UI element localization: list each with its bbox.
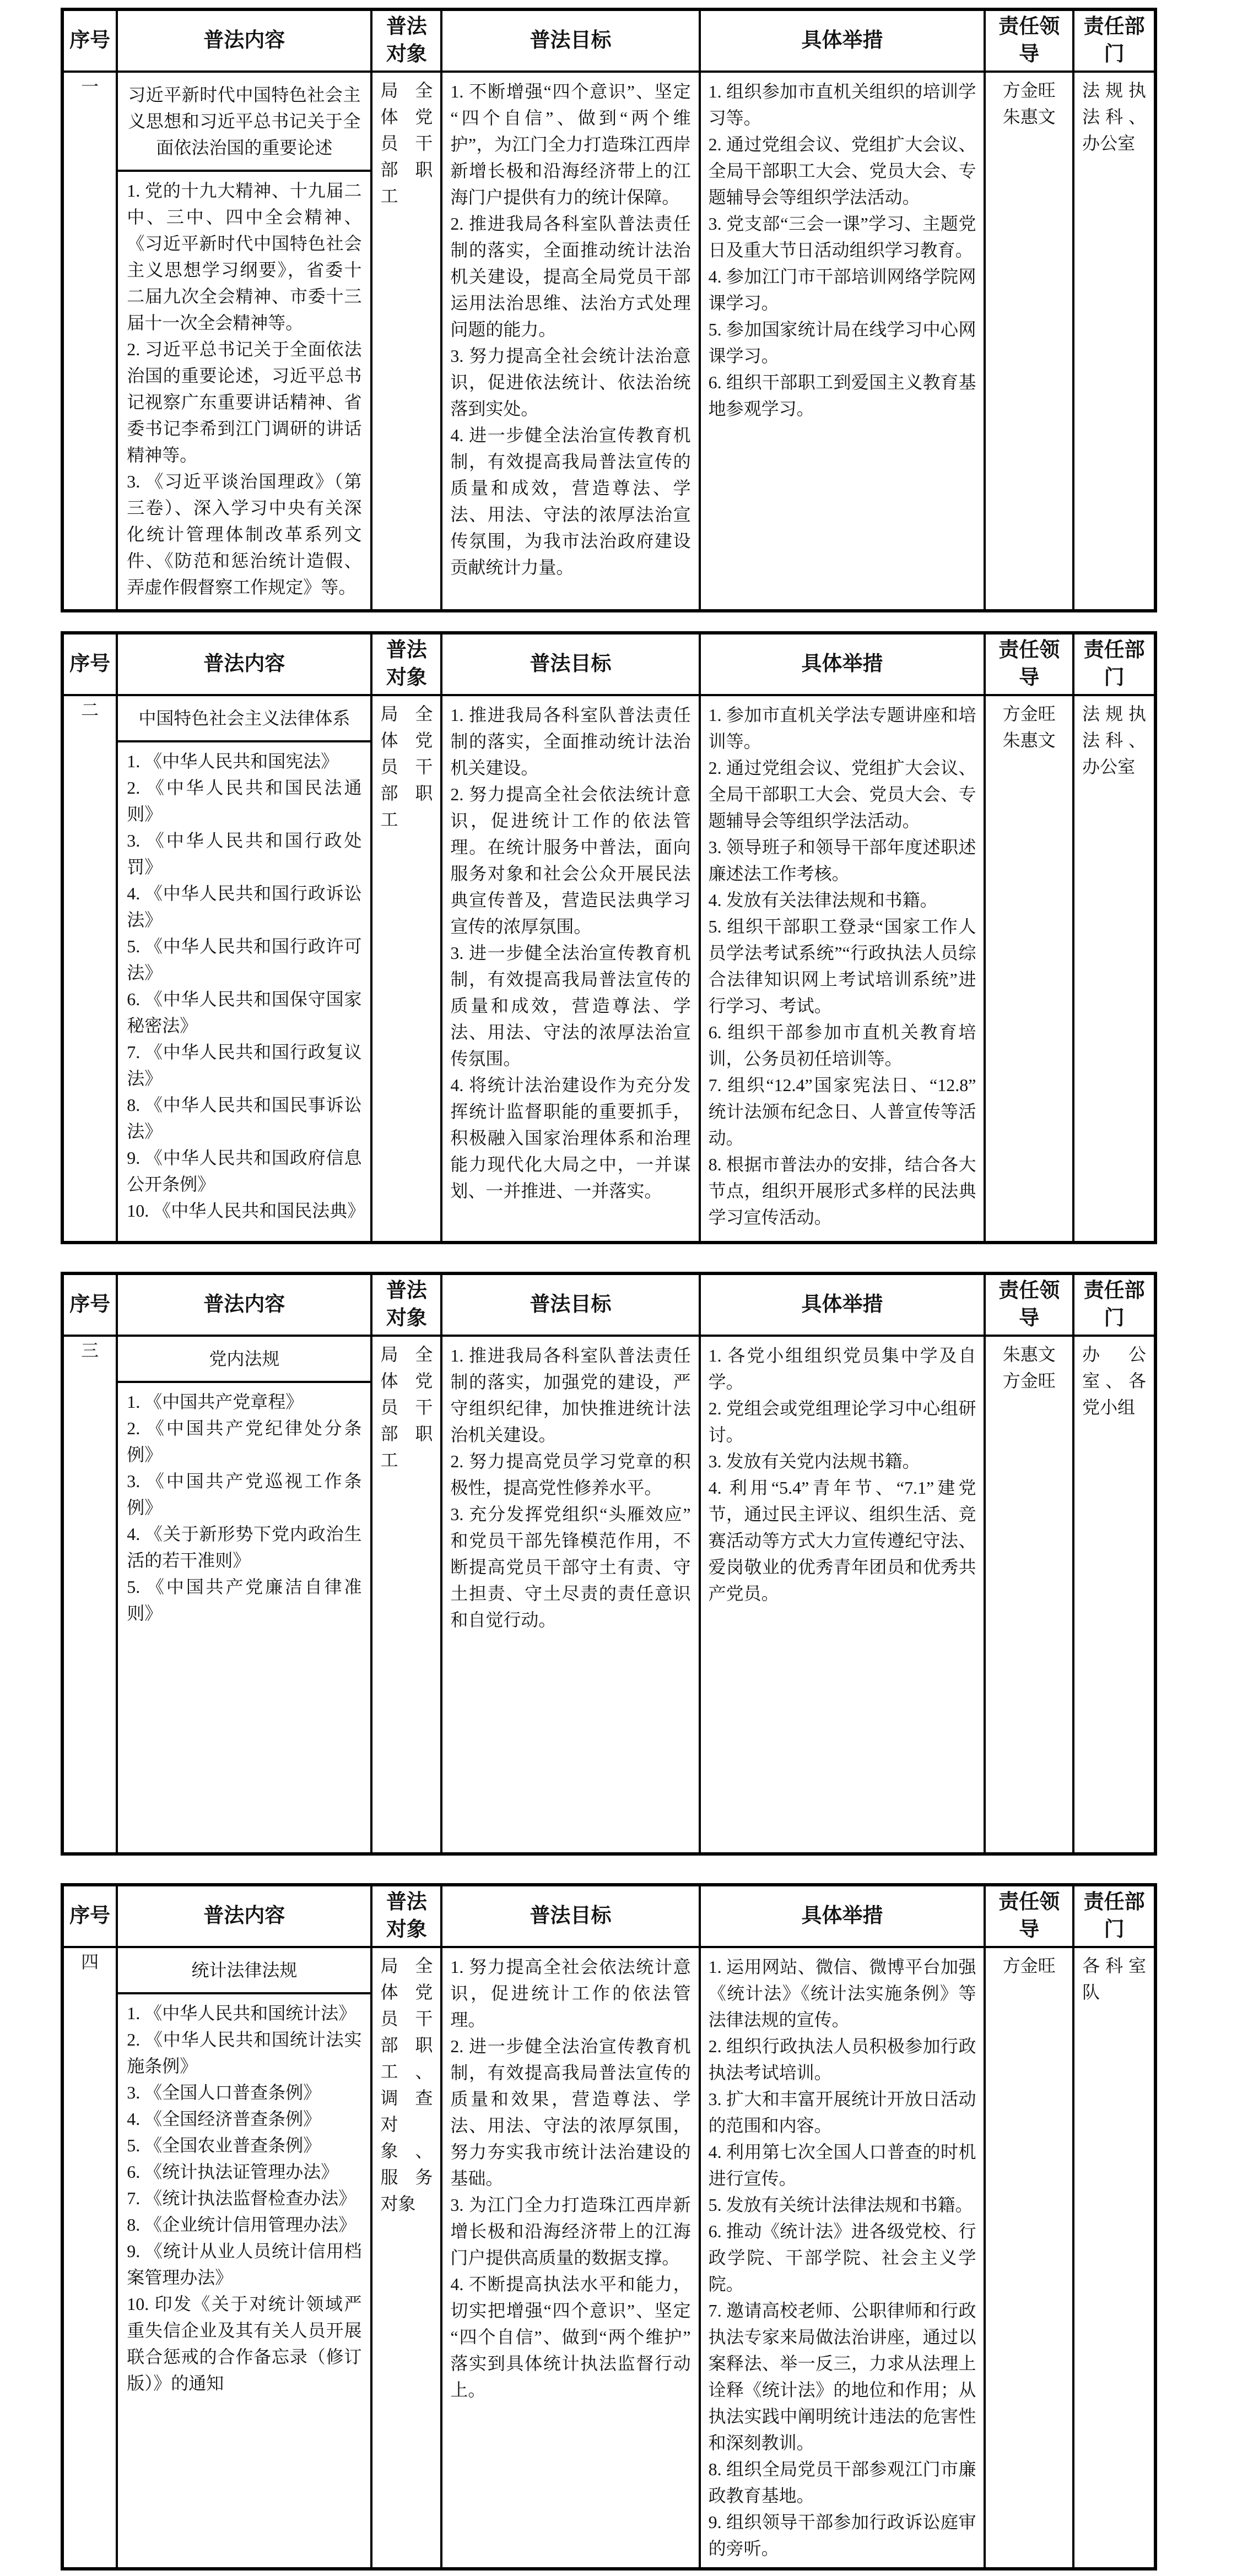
col-header-department: 责任部门 [1073, 1273, 1155, 1336]
header-row [62, 1885, 1155, 1947]
col-header-goal: 普法目标 [441, 1885, 699, 1947]
col-header-content: 普法内容 [117, 1273, 371, 1336]
content-category-title: 党内法规 [118, 1337, 370, 1383]
list-item: 2. 进一步健全法治宣传教育机制，有效提高我局普法宣传的质量和效果，营造尊法、学法、用法、守法的浓厚氛围，努力夯实我市统计法治建设的基础。 [450, 2036, 691, 2188]
list-item: 3. 努力提高全社会统计法治意识，促进依法统计、依法治统落到实处。 [450, 345, 691, 419]
content-law-list [118, 1383, 370, 1635]
target-cell: 局全体党员干部职工 [371, 1336, 441, 1854]
content-category-title: 统计法律法规 [118, 1948, 370, 1994]
list-item: 3. 扩大和丰富开展统计开放日活动的范围和内容。 [708, 2089, 976, 2135]
goals-cell [441, 1336, 699, 1854]
list-item: 7. 组织“12.4”国家宪法日、“12.8”统计法颁布纪念日、人普宣传等活动。 [708, 1075, 976, 1148]
list-item: 6. 《统计执法证管理办法》 [127, 2161, 339, 2182]
measures-cell [700, 1336, 985, 1854]
list-item: 方金旺 [1002, 1370, 1056, 1391]
list-item: 3. 充分发挥党组织“头雁效应”和党员干部先锋模范作用，不断提高党员干部守土有责、守土担责、守土尽责的责任意识和自觉行动。 [450, 1504, 691, 1630]
col-header-leader: 责任领导 [985, 633, 1073, 695]
target-cell: 局全体党员干部职工、调查对象、服务对象 [371, 1947, 441, 2569]
list-item: 5. 参加国家统计局在线学习中心网课学习。 [708, 319, 976, 366]
list-item: 8. 组织全局党员干部参观江门市廉政教育基地。 [708, 2459, 976, 2506]
list-item: 1. 努力提高全社会依法统计意识，促进统计工作的依法管理。 [450, 1956, 691, 2030]
list-item: 2. 《中华人民共和国民法通则》 [127, 777, 362, 824]
list-item: 2. 《中国共产党纪律处分条例》 [127, 1418, 362, 1465]
list-item: 3. 为江门全力打造珠江西岸新增长极和沿海经济带上的江海门户提供高质量的数据支撑。 [450, 2194, 691, 2268]
col-header-content: 普法内容 [117, 1885, 371, 1947]
serial-cell: 一 [62, 72, 117, 611]
col-header-leader: 责任领导 [985, 1273, 1073, 1336]
list-item: 5. 《中国共产党廉洁自律准则》 [127, 1576, 362, 1623]
measures-cell [700, 695, 985, 1243]
list-item: 4. 《全国经济普查条例》 [127, 2108, 321, 2129]
col-header-content: 普法内容 [117, 9, 371, 72]
list-item: 6. 推动《统计法》进各级党校、行政学院、干部学院、社会主义学院。 [708, 2221, 976, 2294]
list-item: 2. 通过党组会议、党组扩大会议、全局干部职工大会、党员大会、专题辅导会等组织学法活动。 [708, 134, 976, 207]
list-item: 9. 组织领导干部参加行政诉讼庭审的旁听。 [708, 2512, 976, 2558]
list-item: 2. 努力提高党员学习党章的积极性，提高党性修养水平。 [450, 1451, 691, 1498]
goals-cell [441, 695, 699, 1243]
col-header-department: 责任部门 [1073, 633, 1155, 695]
col-header-goal: 普法目标 [441, 9, 699, 72]
list-item: 1. 不断增强“四个意识”、坚定“四个自信”、做到“两个维护”，为江门全力打造珠江西岸新增长极和沿海经济带上的江海门户提供有力的统计保障。 [450, 81, 691, 207]
list-item: 6. 组织干部职工到爱国主义教育基地参观学习。 [708, 372, 976, 419]
serial-cell: 三 [62, 1336, 117, 1854]
content-cell [117, 1336, 371, 1854]
content-cell [117, 1947, 371, 2569]
list-item: 6. 组织干部参加市直机关教育培训，公务员初任培训等。 [708, 1022, 976, 1069]
list-item: 朱惠文 [1002, 106, 1056, 127]
list-item: 1. 运用网站、微信、微博平台加强《统计法》《统计法实施条例》等法律法规的宣传。 [708, 1956, 976, 2030]
leader-cell [985, 1336, 1073, 1854]
col-header-measures: 具体举措 [700, 1273, 985, 1336]
list-item: 8. 《企业统计信用管理办法》 [127, 2214, 356, 2235]
plan-table-3 [61, 1272, 1157, 1856]
list-item: 方金旺 [1002, 703, 1056, 724]
col-header-measures: 具体举措 [700, 633, 985, 695]
list-item: 4. 将统计法治建设作为充分发挥统计监督职能的重要抓手，积极融入国家治理体系和治理能力现代化大局之中，一并谋划、一并推进、一并落实。 [450, 1075, 691, 1201]
col-header-goal: 普法目标 [441, 633, 699, 695]
table-row [62, 72, 1155, 611]
content-cell [117, 72, 371, 611]
list-item: 9. 《统计从业人员统计信用档案管理办法》 [127, 2241, 362, 2287]
plan-table-2 [61, 631, 1157, 1244]
list-item: 1. 各党小组组织党员集中学及自学。 [708, 1345, 976, 1392]
col-header-target: 普法对象 [371, 1273, 441, 1336]
col-header-serial: 序号 [62, 9, 117, 72]
list-item: 4. 参加江门市干部培训网络学院网课学习。 [708, 266, 976, 313]
list-item: 10. 《中华人民共和国民法典》 [127, 1200, 365, 1221]
list-item: 4. 《关于新形势下党内政治生活的若干准则》 [127, 1523, 362, 1570]
list-item: 3. 领导班子和领导干部年度述职述廉述法工作考核。 [708, 837, 976, 883]
list-item: 2. 推进我局各科室队普法责任制的落实，全面推动统计法治机关建设，提高全局党员干部运用法治思维、法治方式处理问题的能力。 [450, 213, 691, 339]
leader-cell [985, 695, 1073, 1243]
list-item: 4. 《中华人民共和国行政诉讼法》 [127, 883, 362, 930]
list-item: 7. 《统计执法监督检查办法》 [127, 2188, 356, 2208]
col-header-measures: 具体举措 [700, 9, 985, 72]
department-cell: 法规执法科、办公室 [1073, 695, 1155, 1243]
list-item: 3. 发放有关党内法规书籍。 [708, 1451, 920, 1471]
list-item: 3. 党支部“三会一课”学习、主题党日及重大节日活动组织学习教育。 [708, 213, 976, 260]
list-item: 朱惠文 [1002, 1344, 1056, 1364]
list-item: 4. 利用第七次全国人口普查的时机进行宣传。 [708, 2141, 976, 2188]
list-item: 10. 印发《关于对统计领域严重失信企业及其有关人员开展联合惩戒的合作备忘录（修订版）》的通知 [127, 2293, 362, 2393]
header-row [62, 9, 1155, 72]
content-category-title: 中国特色社会主义法律体系 [118, 696, 370, 742]
col-header-target: 普法对象 [371, 9, 441, 72]
list-item: 方金旺 [1002, 80, 1056, 100]
content-law-list [118, 1994, 370, 2405]
department-cell: 法规执法科、办公室 [1073, 72, 1155, 611]
list-item: 1. 《中华人民共和国宪法》 [127, 751, 339, 771]
list-item: 3. 《中国共产党巡视工作条例》 [127, 1471, 362, 1517]
col-header-department: 责任部门 [1073, 9, 1155, 72]
list-item: 2. 通过党组会议、党组扩大会议、全局干部职工大会、党员大会、专题辅导会等组织学法活动。 [708, 757, 976, 831]
list-item: 3. 《中华人民共和国行政处罚》 [127, 830, 362, 877]
content-category-title: 习近平新时代中国特色社会主义思想和习近平总书记关于全面依法治国的重要论述 [118, 73, 370, 172]
list-item: 朱惠文 [1002, 730, 1056, 750]
list-item: 2. 《中华人民共和国统计法实施条例》 [127, 2029, 362, 2076]
col-header-leader: 责任领导 [985, 1885, 1073, 1947]
department-cell: 各科室队 [1073, 1947, 1155, 2569]
goals-cell [441, 1947, 699, 2569]
list-item: 1. 《中国共产党章程》 [127, 1391, 304, 1412]
list-item: 5. 发放有关统计法律法规和书籍。 [708, 2194, 973, 2215]
col-header-content: 普法内容 [117, 633, 371, 695]
col-header-leader: 责任领导 [985, 9, 1073, 72]
list-item: 1. 组织参加市直机关组织的培训学习等。 [708, 81, 976, 128]
list-item: 2. 习近平总书记关于全面依法治国的重要论述，习近平总书记视察广东重要讲话精神、省委书记李希到江门调研的讲话精神等。 [127, 339, 362, 465]
col-header-target: 普法对象 [371, 1885, 441, 1947]
plan-table-1 [61, 8, 1157, 612]
list-item: 1. 推进我局各科室队普法责任制的落实，全面推动统计法治机关建设。 [450, 704, 691, 778]
list-item: 2. 党组会或党组理论学习中心组研讨。 [708, 1398, 976, 1445]
table-row [62, 1336, 1155, 1854]
content-law-list [118, 742, 370, 1233]
measures-cell [700, 72, 985, 611]
list-item: 1. 党的十九大精神、十九届二中、三中、四中全会精神、《习近平新时代中国特色社会主义思想学习纲要》，省委十二届九次全会精神、市委十三届十一次全会精神等。 [127, 180, 362, 333]
list-item: 2. 努力提高全社会依法统计意识，促进统计工作的依法管理。在统计服务中普法，面向服务对象和社会公众开展民法典宣传普及，营造民法典学习宣传的浓厚氛围。 [450, 784, 691, 936]
col-header-serial: 序号 [62, 1273, 117, 1336]
list-item: 2. 组织行政执法人员积极参加行政执法考试培训。 [708, 2036, 976, 2083]
list-item: 7. 《中华人民共和国行政复议法》 [127, 1042, 362, 1088]
plan-table-4 [61, 1883, 1157, 2570]
leader-cell [985, 72, 1073, 611]
department-cell: 办公室、各党小组 [1073, 1336, 1155, 1854]
list-item: 1. 参加市直机关学法专题讲座和培训等。 [708, 704, 976, 751]
col-header-department: 责任部门 [1073, 1885, 1155, 1947]
header-row [62, 633, 1155, 695]
col-header-serial: 序号 [62, 1885, 117, 1947]
list-item: 1. 《中华人民共和国统计法》 [127, 2003, 356, 2023]
serial-cell: 二 [62, 695, 117, 1243]
list-item: 3. 进一步健全法治宣传教育机制，有效提高我局普法宣传的质量和成效，营造尊法、学法、用法、守法的浓厚法治宣传氛围。 [450, 942, 691, 1069]
measures-cell [700, 1947, 985, 2569]
col-header-target: 普法对象 [371, 633, 441, 695]
list-item: 6. 《中华人民共和国保守国家秘密法》 [127, 989, 362, 1035]
content-cell [117, 695, 371, 1243]
table-row [62, 1947, 1155, 2569]
list-item: 5. 《中华人民共和国行政许可法》 [127, 936, 362, 983]
serial-cell: 四 [62, 1947, 117, 2569]
goals-cell [441, 72, 699, 611]
list-item: 4. 利用“5.4”青年节、“7.1”建党节，通过民主评议、组织生活、竞赛活动等方式大力宣传遵纪守法、爱岗敬业的优秀青年团员和优秀共产党员。 [708, 1477, 976, 1603]
leader-cell [985, 1947, 1073, 2569]
list-item: 3. 《习近平谈治国理政》（第三卷）、深入学习中央有关深化统计管理体制改革系列文件、《防范和惩治统计造假、弄虚作假督察工作规定》等。 [127, 471, 362, 597]
list-item: 9. 《中华人民共和国政府信息公开条例》 [127, 1147, 362, 1194]
header-row [62, 1273, 1155, 1336]
list-item: 8. 《中华人民共和国民事诉讼法》 [127, 1094, 362, 1141]
list-item: 4. 进一步健全法治宣传教育机制，有效提高我局普法宣传的质量和成效，营造尊法、学法、用法、守法的浓厚法治宣传氛围，为我市法治政府建设贡献统计力量。 [450, 425, 691, 577]
list-item: 4. 不断提高执法水平和能力，切实把增强“四个意识”、坚定“四个自信”、做到“两个维护”落实到具体统计执法监督行动上。 [450, 2274, 691, 2400]
col-header-goal: 普法目标 [441, 1273, 699, 1336]
list-item: 3. 《全国人口普查条例》 [127, 2082, 321, 2102]
list-item: 7. 邀请高校老师、公职律师和行政执法专家来局做法治讲座，通过以案释法、举一反三，力求从法理上诠释《统计法》的地位和作用；从执法实践中阐明统计违法的危害性和深刻教训。 [708, 2300, 976, 2453]
list-item: 5. 《全国农业普查条例》 [127, 2135, 321, 2155]
list-item: 4. 发放有关法律法规和书籍。 [708, 890, 938, 910]
table-row [62, 695, 1155, 1243]
col-header-serial: 序号 [62, 633, 117, 695]
list-item: 8. 根据市普法办的安排，结合各大节点，组织开展形式多样的民法典学习宣传活动。 [708, 1154, 976, 1227]
list-item: 方金旺 [1002, 1955, 1056, 1976]
target-cell: 局全体党员干部职工 [371, 695, 441, 1243]
col-header-measures: 具体举措 [700, 1885, 985, 1947]
target-cell: 局全体党员干部职工 [371, 72, 441, 611]
list-item: 5. 组织干部职工登录“国家工作人员学法考试系统”“行政执法人员综合法律知识网上考试培训系统”进行学习、考试。 [708, 916, 976, 1016]
list-item: 1. 推进我局各科室队普法责任制的落实，加强党的建设，严守组织纪律，加快推进统计法治机关建设。 [450, 1345, 691, 1445]
content-law-list [118, 172, 370, 609]
